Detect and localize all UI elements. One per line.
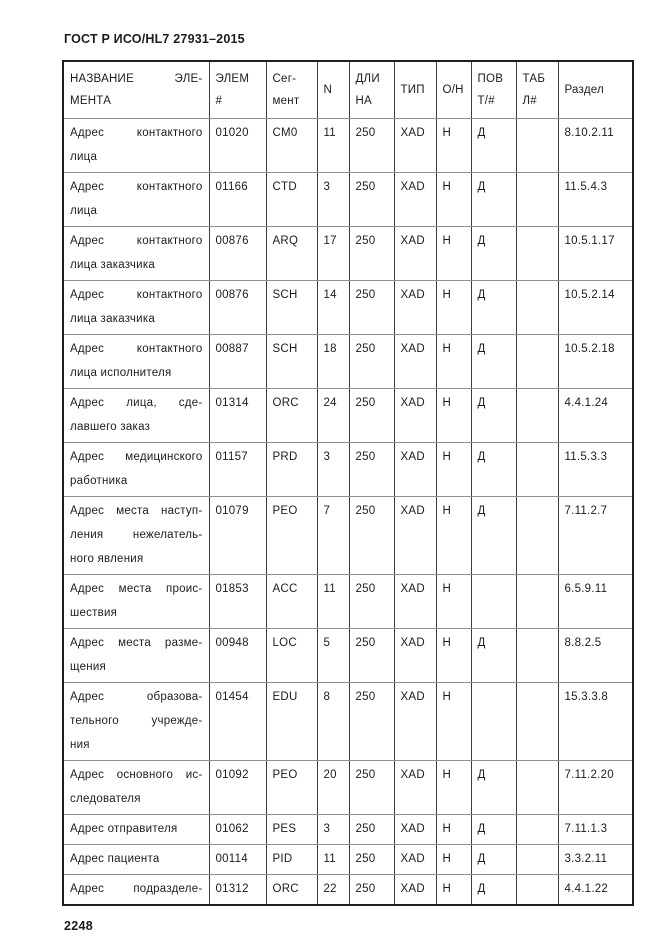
cell-length: 250 [349,335,394,389]
element-name-line: Адрес образова- [70,691,203,703]
element-name-line: лица [70,205,98,217]
element-name-line: Адрес контактного [70,235,203,247]
cell-length: 250 [349,281,394,335]
column-header-line: О/Н [442,83,464,96]
element-name-line: лавшего заказ [70,421,151,433]
cell-elem: 01092 [209,761,266,815]
column-header-line: НА [355,94,372,107]
element-name-line: Адрес основного ис- [70,769,203,781]
cell-repeat [471,575,516,629]
table-row [63,281,633,335]
column-header-length [349,61,394,119]
cell-length: 250 [349,497,394,575]
table-row [63,875,633,906]
cell-name [63,761,209,815]
cell-repeat: Д [471,761,516,815]
cell-type: XAD [394,389,436,443]
cell-type: XAD [394,227,436,281]
cell-tbl [516,389,558,443]
cell-opt: Н [436,761,471,815]
table-row [63,575,633,629]
cell-elem: 00114 [209,845,266,875]
cell-opt: Н [436,389,471,443]
element-name-line: лица исполнителя [70,367,172,379]
column-header-elem [209,61,266,119]
cell-opt: Н [436,227,471,281]
cell-segment: CM0 [266,119,317,173]
element-name-line: Адрес подразделе- [70,883,203,895]
cell-section: 7.11.2.7 [558,497,633,575]
cell-segment: ARQ [266,227,317,281]
cell-repeat: Д [471,227,516,281]
cell-opt: Н [436,119,471,173]
cell-length: 250 [349,683,394,761]
element-name-line: Адрес места наступ- [70,505,203,517]
cell-tbl [516,281,558,335]
column-header-type [394,61,436,119]
cell-tbl [516,173,558,227]
cell-name [63,335,209,389]
column-header-line: мент [272,94,300,107]
cell-opt: Н [436,629,471,683]
cell-elem: 00948 [209,629,266,683]
column-header-line: МЕНТА [70,94,112,107]
element-name-line: ния [70,739,90,751]
cell-n: 5 [317,629,349,683]
column-header-line: ТАБ [522,72,546,85]
column-header-segment [266,61,317,119]
cell-n: 11 [317,575,349,629]
cell-repeat [471,683,516,761]
cell-n: 8 [317,683,349,761]
cell-elem: 01020 [209,119,266,173]
cell-opt: Н [436,497,471,575]
cell-tbl [516,845,558,875]
cell-elem: 01314 [209,389,266,443]
element-name-line: Адрес отправителя [70,823,178,835]
element-name-line: лица заказчика [70,259,156,271]
element-name-line: Адрес контактного [70,343,203,355]
cell-type: XAD [394,173,436,227]
cell-opt: Н [436,173,471,227]
cell-section: 11.5.4.3 [558,173,633,227]
cell-name [63,845,209,875]
document-title: ГОСТ Р ИСО/HL7 27931–2015 [64,32,245,46]
element-name-line: Адрес пациента [70,853,160,865]
column-header-section [558,61,633,119]
cell-opt: Н [436,815,471,845]
cell-repeat: Д [471,443,516,497]
table-header [63,61,633,119]
cell-section: 15.3.3.8 [558,683,633,761]
cell-n: 11 [317,119,349,173]
cell-name [63,443,209,497]
table-row [63,119,633,173]
cell-name [63,683,209,761]
cell-segment: SCH [266,281,317,335]
cell-name [63,389,209,443]
cell-repeat: Д [471,629,516,683]
cell-name [63,875,209,906]
table-row [63,497,633,575]
cell-type: XAD [394,875,436,906]
cell-elem: 01454 [209,683,266,761]
cell-type: XAD [394,815,436,845]
cell-type: XAD [394,845,436,875]
cell-repeat: Д [471,119,516,173]
cell-length: 250 [349,575,394,629]
cell-type: XAD [394,683,436,761]
element-name-line: Адрес контактного [70,181,203,193]
cell-repeat: Д [471,389,516,443]
cell-opt: Н [436,683,471,761]
element-name-line: Адрес контактного [70,289,203,301]
cell-tbl [516,629,558,683]
cell-section: 7.11.2.20 [558,761,633,815]
element-name-line: Адрес места разме- [70,637,203,649]
cell-n: 18 [317,335,349,389]
element-name-line: лица [70,151,98,163]
cell-section: 4.4.1.22 [558,875,633,906]
cell-length: 250 [349,389,394,443]
element-name-line: Адрес медицинского [70,451,203,463]
column-header-name [63,61,209,119]
cell-elem: 00887 [209,335,266,389]
cell-section: 10.5.1.17 [558,227,633,281]
cell-elem: 00876 [209,227,266,281]
cell-tbl [516,761,558,815]
column-header-repeat [471,61,516,119]
cell-section: 7.11.1.3 [558,815,633,845]
cell-segment: PEO [266,497,317,575]
cell-segment: PEO [266,761,317,815]
cell-n: 3 [317,815,349,845]
cell-elem: 01062 [209,815,266,845]
cell-type: XAD [394,629,436,683]
cell-tbl [516,497,558,575]
cell-repeat: Д [471,875,516,906]
cell-tbl [516,575,558,629]
cell-elem: 01157 [209,443,266,497]
cell-name [63,815,209,845]
cell-tbl [516,443,558,497]
element-name-line: лица заказчика [70,313,156,325]
element-name-line: Адрес места проис- [70,583,203,595]
column-header-line: Л# [522,94,537,107]
cell-length: 250 [349,119,394,173]
cell-name [63,281,209,335]
cell-n: 14 [317,281,349,335]
cell-segment: ORC [266,389,317,443]
element-name-line: ного явления [70,553,144,565]
column-header-line: ТИП [400,83,425,96]
cell-repeat: Д [471,497,516,575]
table-row [63,683,633,761]
cell-segment: PES [266,815,317,845]
column-header-n [317,61,349,119]
cell-n: 3 [317,173,349,227]
cell-elem: 01312 [209,875,266,906]
cell-tbl [516,683,558,761]
column-header-opt [436,61,471,119]
cell-section: 8.8.2.5 [558,629,633,683]
column-header-line: ЭЛЕМ [215,72,250,85]
cell-section: 8.10.2.11 [558,119,633,173]
table-row [63,761,633,815]
cell-elem: 00876 [209,281,266,335]
cell-name [63,119,209,173]
cell-segment: EDU [266,683,317,761]
cell-tbl [516,335,558,389]
table-row [63,845,633,875]
cell-name [63,227,209,281]
cell-type: XAD [394,761,436,815]
column-header-line: N [323,83,333,96]
element-name-line: ления нежелатель- [70,529,203,541]
cell-opt: Н [436,335,471,389]
cell-n: 17 [317,227,349,281]
cell-length: 250 [349,815,394,845]
cell-repeat: Д [471,173,516,227]
cell-section: 6.5.9.11 [558,575,633,629]
element-name-line: щения [70,661,106,673]
column-header-line: Раздел [564,83,605,96]
cell-n: 7 [317,497,349,575]
cell-section: 10.5.2.14 [558,281,633,335]
column-header-tbl [516,61,558,119]
table-row [63,815,633,845]
element-name-line: Адрес лица, сде- [70,397,203,409]
cell-section: 4.4.1.24 [558,389,633,443]
cell-tbl [516,875,558,906]
cell-opt: Н [436,845,471,875]
cell-opt: Н [436,281,471,335]
cell-name [63,575,209,629]
cell-opt: Н [436,443,471,497]
cell-segment: CTD [266,173,317,227]
cell-section: 10.5.2.18 [558,335,633,389]
column-header-line: ПОВ [477,72,504,85]
cell-length: 250 [349,173,394,227]
cell-n: 22 [317,875,349,906]
cell-length: 250 [349,761,394,815]
table-row [63,389,633,443]
cell-section: 11.5.3.3 [558,443,633,497]
cell-length: 250 [349,875,394,906]
column-header-line: Сег- [272,72,297,85]
element-name-line: шествия [70,607,118,619]
cell-tbl [516,815,558,845]
table-row [63,173,633,227]
cell-n: 24 [317,389,349,443]
table-row [63,335,633,389]
cell-length: 250 [349,629,394,683]
column-header-line: ДЛИ [355,72,380,85]
element-name-line: тельного учрежде- [70,715,203,727]
cell-segment: PID [266,845,317,875]
cell-n: 20 [317,761,349,815]
cell-type: XAD [394,575,436,629]
cell-type: XAD [394,497,436,575]
cell-length: 250 [349,845,394,875]
cell-section: 3.3.2.11 [558,845,633,875]
table-header-row [63,61,633,119]
table-row [63,629,633,683]
column-header-line: Т/# [477,94,495,107]
cell-name [63,629,209,683]
cell-elem: 01166 [209,173,266,227]
cell-name [63,497,209,575]
element-name-line: Адрес контактного [70,127,203,139]
cell-repeat: Д [471,845,516,875]
cell-length: 250 [349,227,394,281]
cell-segment: SCH [266,335,317,389]
table-row [63,227,633,281]
cell-elem: 01079 [209,497,266,575]
hl7-elements-table [62,60,634,906]
cell-opt: Н [436,575,471,629]
table-body [63,119,633,906]
column-header-line: # [215,94,223,107]
cell-repeat: Д [471,335,516,389]
cell-type: XAD [394,119,436,173]
cell-tbl [516,119,558,173]
cell-segment: PRD [266,443,317,497]
element-name-line: работника [70,475,128,487]
page-number: 2248 [64,919,94,933]
cell-repeat: Д [471,281,516,335]
cell-n: 3 [317,443,349,497]
cell-segment: ACC [266,575,317,629]
cell-repeat: Д [471,815,516,845]
cell-segment: LOC [266,629,317,683]
column-header-line: НАЗВАНИЕ ЭЛЕ- [70,72,203,85]
cell-type: XAD [394,335,436,389]
cell-opt: Н [436,875,471,906]
cell-elem: 01853 [209,575,266,629]
cell-name [63,173,209,227]
cell-length: 250 [349,443,394,497]
cell-tbl [516,227,558,281]
cell-segment: ORC [266,875,317,906]
cell-n: 11 [317,845,349,875]
cell-type: XAD [394,443,436,497]
element-name-line: следователя [70,793,141,805]
cell-type: XAD [394,281,436,335]
table-row [63,443,633,497]
